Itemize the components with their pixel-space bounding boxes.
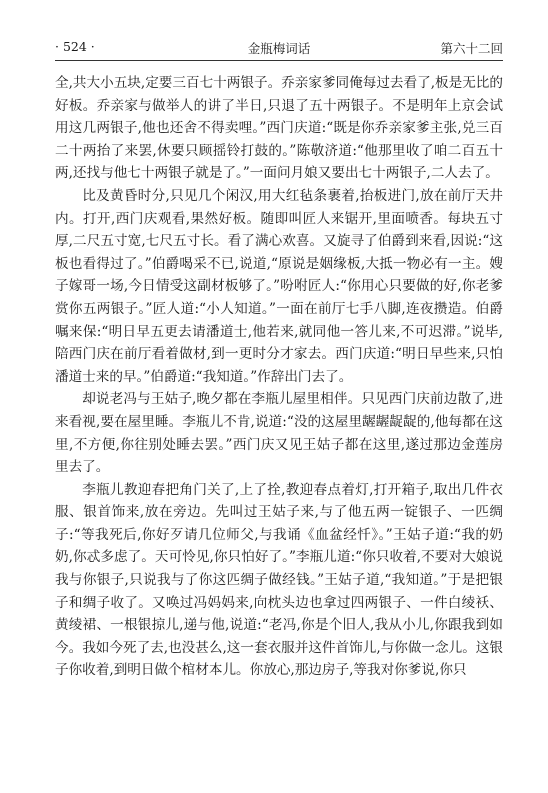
page-number: · 524 · — [55, 39, 95, 54]
chapter-title: 第六十二回 — [440, 41, 503, 56]
paragraph-continued: 全,共大小五块,定要三百七十两银子。乔亲家爹同俺每过去看了,板是无比的好板。乔亲家与做举人的讲了半日,只退了五十两银子。不是明年上京会试用这几两银子,他也还舍不得卖哩。”西门庆道:“既是你乔亲家爹主张,兑三百二十两抬了来罢,休要只顾摇铃打鼓的。”陈敬济道:“他那里收了咱二百五十两,还找与他七十两银子就是了。”一面问月娘又要出七十两银子,二人去了。 — [55, 75, 503, 182]
body-text — [55, 72, 503, 682]
paragraph: 比及黄昏时分,只见几个闲汉,用大红毡条裹着,抬板进门,放在前厅天井内。打开,西门庆观看,果然好板。随即叫匠人来锯开,里面喷香。每块五寸厚,二尺五寸宽,七尺五寸长。看了满心欢喜。又旋寻了伯爵到来看,因说:“这板也看得过了。”伯爵喝采不已,说道,“原说是姻缘板,大抵一物必有一主。嫂子嫁哥一场,今日情受这副材板够了。”吩咐匠人:“你用心只要做的好,你老爹赏你五两银子。”匠人道:“小人知道。”一面在前厅七手八脚,连夜攒造。伯爵嘱来保:“明日早五更去请潘道士,他若来,就同他一答儿来,不可迟滞。”说毕,陪西门庆在前厅看着做材,到一更时分才家去。西门庆道:“明日早些来,只怕潘道士来的早。”伯爵道:“我知道。”作辞出门去了。 — [55, 187, 503, 385]
paragraph: 李瓶儿教迎春把角门关了,上了拴,教迎春点着灯,打开箱子,取出几件衣服、银首饰来,放在旁边。先叫过王姑子来,与了他五两一锭银子、一匹绸子:“等我死后,你好歹请几位师父,与我诵《血盆经忏》。”王姑子道:“我的奶奶,你忒多虑了。天可怜见,你只怕好了。”李瓶儿道:“你只收着,不要对大娘说我与你银子,只说我与了你这匹绸子做经钱。”王姑子道,“我知道。”于是把银子和绸子收了。又唤过冯妈妈来,向枕头边也拿过四两银子、一件白绫袄、黄绫裙、一根银掠儿,递与他,说道:“老冯,你是个旧人,我从小儿,你跟我到如今。我如今死了去,也没甚么,这一套衣服并这件首饰儿,与你做一念儿。这银子你收着,到明日做个棺材本儿。你放心,那边房子,等我对你爹说,你只 — [55, 481, 503, 679]
paragraph: 却说老冯与王姑子,晚夕都在李瓶儿屋里相伴。只见西门庆前边散了,进来看视,要在屋里睡。李瓶儿不肯,说道:“没的这屋里龌龌龊龊的,他每都在这里,不方便,你往别处睡去罢。”西门庆又见王姑子都在这里,遂过那边金莲房里去了。 — [55, 391, 503, 476]
running-header — [55, 34, 503, 61]
book-title: 金瓶梅词话 — [247, 41, 311, 56]
